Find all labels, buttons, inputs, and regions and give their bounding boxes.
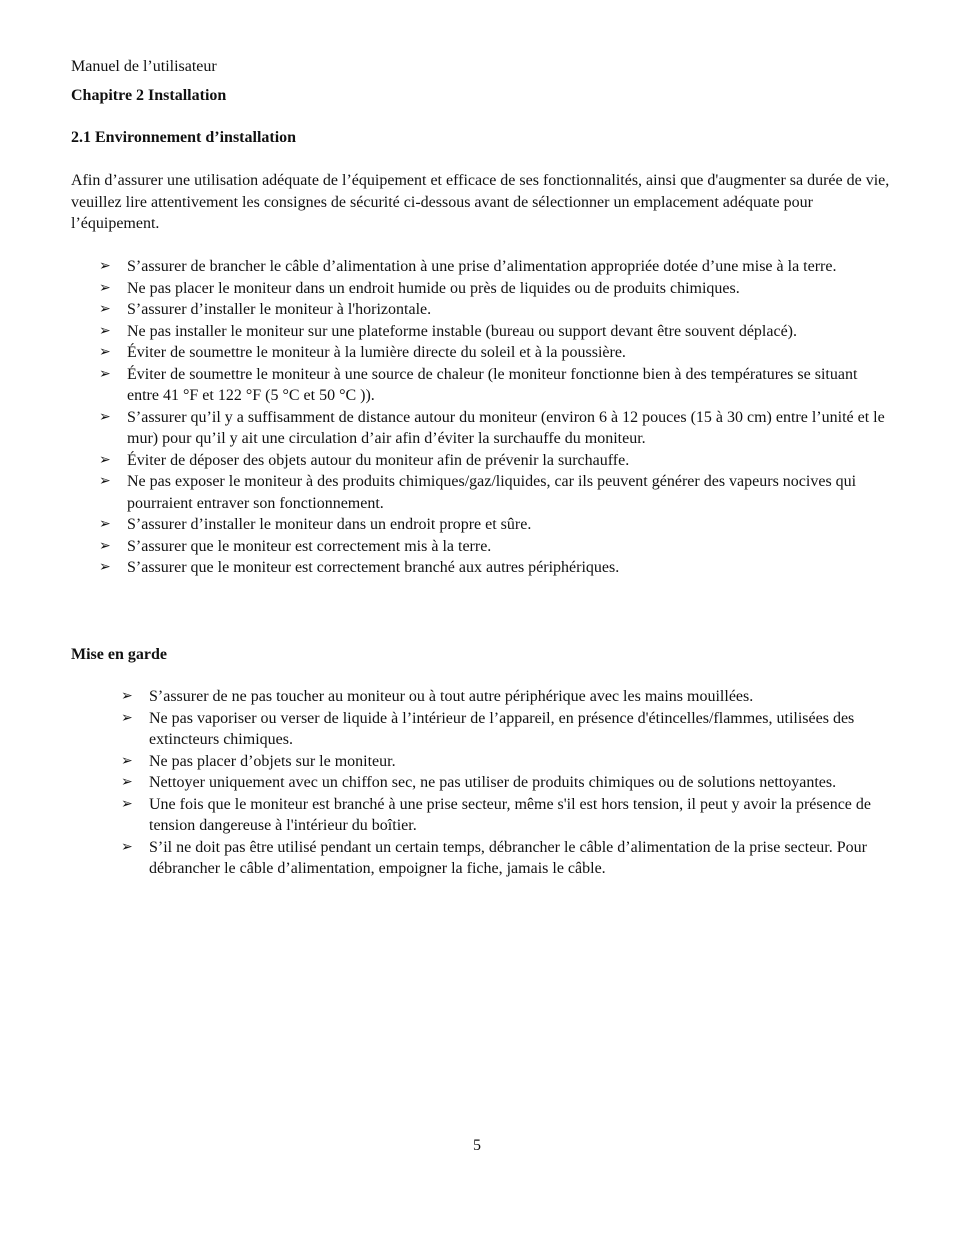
list-item bbox=[99, 364, 887, 407]
list-item-text: Ne pas placer d’objets sur le moniteur. bbox=[149, 752, 396, 770]
list-item-text: S’assurer de ne pas toucher au moniteur ou à tout autre périphérique avec les mains mouillées. bbox=[149, 688, 754, 705]
arrow-bullet-icon: ➢ bbox=[99, 537, 111, 554]
list-item bbox=[121, 751, 887, 773]
arrow-bullet-icon: ➢ bbox=[99, 322, 111, 339]
arrow-bullet-icon: ➢ bbox=[99, 301, 111, 317]
list-item-text: Ne pas exposer le moniteur à des produits chimiques/gaz/liquides, car ils peuvent générer des vapeurs nocives qui pourraient entraver son fonctionnement. bbox=[127, 473, 857, 512]
list-item bbox=[99, 342, 887, 364]
arrow-bullet-icon: ➢ bbox=[99, 279, 111, 296]
section-title: 2.1 Environnement d’installation bbox=[71, 129, 297, 146]
list-item-text: Ne pas installer le moniteur sur une plateforme instable (bureau ou support devant être souvent déplacé). bbox=[127, 322, 797, 340]
list-item bbox=[99, 514, 887, 536]
list-item-text: S’assurer qu’il y a suffisamment de distance autour du moniteur (environ 6 à 12 pouces (15 à 30 cm) entre l’unité et le mur) pour qu’il y ait une circulation d’air afin d’éviter la surchauffe du moniteur. bbox=[127, 408, 885, 447]
list-item-text: Éviter de déposer des objets autour du moniteur afin de prévenir la surchauffe. bbox=[127, 451, 630, 469]
list-item-text: S’assurer que le moniteur est correctement mis à la terre. bbox=[127, 537, 492, 555]
list-item bbox=[99, 299, 887, 321]
list-item bbox=[99, 471, 887, 514]
arrow-bullet-icon: ➢ bbox=[99, 451, 111, 468]
list-item-text: S’assurer de brancher le câble d’alimentation à une prise d’alimentation appropriée dotée d’une mise à la terre. bbox=[127, 258, 837, 275]
arrow-bullet-icon: ➢ bbox=[99, 258, 111, 274]
arrow-bullet-icon: ➢ bbox=[99, 516, 111, 532]
list-item-text: S’assurer d’installer le moniteur à l'horizontale. bbox=[127, 301, 432, 318]
arrow-bullet-icon: ➢ bbox=[99, 473, 111, 489]
list-item bbox=[121, 772, 887, 794]
list-item bbox=[99, 557, 887, 579]
list-item-text: Nettoyer uniquement avec un chiffon sec, ne pas utiliser de produits chimiques ou de solutions nettoyantes. bbox=[149, 774, 837, 791]
list-item-text: Ne pas vaporiser ou verser de liquide à l’intérieur de l’appareil, en présence d'étincelles/flammes, utilisées des extincteurs chimiques. bbox=[149, 709, 855, 748]
arrow-bullet-icon: ➢ bbox=[121, 709, 133, 726]
list-item bbox=[99, 278, 887, 300]
list-item bbox=[99, 450, 887, 472]
chapter-title: Chapitre 2 Installation bbox=[71, 87, 227, 104]
arrow-bullet-icon: ➢ bbox=[121, 774, 133, 790]
list-item-text: S’assurer d’installer le moniteur dans un endroit propre et sûre. bbox=[127, 516, 532, 533]
list-item bbox=[99, 256, 887, 278]
caution-list bbox=[121, 686, 887, 880]
arrow-bullet-icon: ➢ bbox=[121, 795, 133, 812]
list-item-text: Éviter de soumettre le moniteur à une source de chaleur (le moniteur fonctionne bien à des températures se situant entre 41 °F et 122 °F (5 °C et 50 °C )). bbox=[127, 365, 858, 404]
intro-paragraph bbox=[71, 170, 891, 235]
arrow-bullet-icon: ➢ bbox=[99, 559, 111, 575]
list-item bbox=[99, 536, 887, 558]
list-item bbox=[121, 686, 887, 708]
list-item-text: Ne pas placer le moniteur dans un endroit humide ou près de liquides ou de produits chimiques. bbox=[127, 279, 740, 297]
list-item bbox=[99, 407, 887, 450]
arrow-bullet-icon: ➢ bbox=[121, 752, 133, 769]
list-item bbox=[121, 837, 887, 880]
installation-guidelines-list bbox=[99, 256, 887, 579]
arrow-bullet-icon: ➢ bbox=[121, 688, 133, 704]
intro-text: Afin d’assurer une utilisation adéquate de l’équipement et efficace de ses fonctionnalités, ainsi que d'augmenter sa durée de vie, veuillez lire attentivement les consignes de sécurité ci-dessous avant de sélectionner un emplacement adéquate pour l’équipement. bbox=[71, 172, 890, 232]
arrow-bullet-icon: ➢ bbox=[99, 365, 111, 382]
list-item bbox=[99, 321, 887, 343]
list-item-text: Éviter de soumettre le moniteur à la lumière directe du soleil et à la poussière. bbox=[127, 344, 626, 361]
list-item bbox=[121, 794, 887, 837]
list-item bbox=[121, 708, 887, 751]
page-number: 5 bbox=[473, 1137, 481, 1154]
arrow-bullet-icon: ➢ bbox=[121, 838, 133, 855]
list-item-text: Une fois que le moniteur est branché à une prise secteur, même s'il est hors tension, il peut y avoir la présence de tension dangereuse à l'intérieur du boîtier. bbox=[149, 795, 872, 834]
list-item-text: S’il ne doit pas être utilisé pendant un certain temps, débrancher le câble d’alimentation de la prise secteur. Pour débrancher le câble d’alimentation, empoigner la fiche, jamais le câble. bbox=[149, 838, 867, 877]
arrow-bullet-icon: ➢ bbox=[99, 408, 111, 425]
list-item-text: S’assurer que le moniteur est correctement branché aux autres périphériques. bbox=[127, 559, 620, 576]
arrow-bullet-icon: ➢ bbox=[99, 344, 111, 360]
running-header: Manuel de l’utilisateur bbox=[71, 58, 217, 75]
caution-heading: Mise en garde bbox=[71, 646, 167, 663]
